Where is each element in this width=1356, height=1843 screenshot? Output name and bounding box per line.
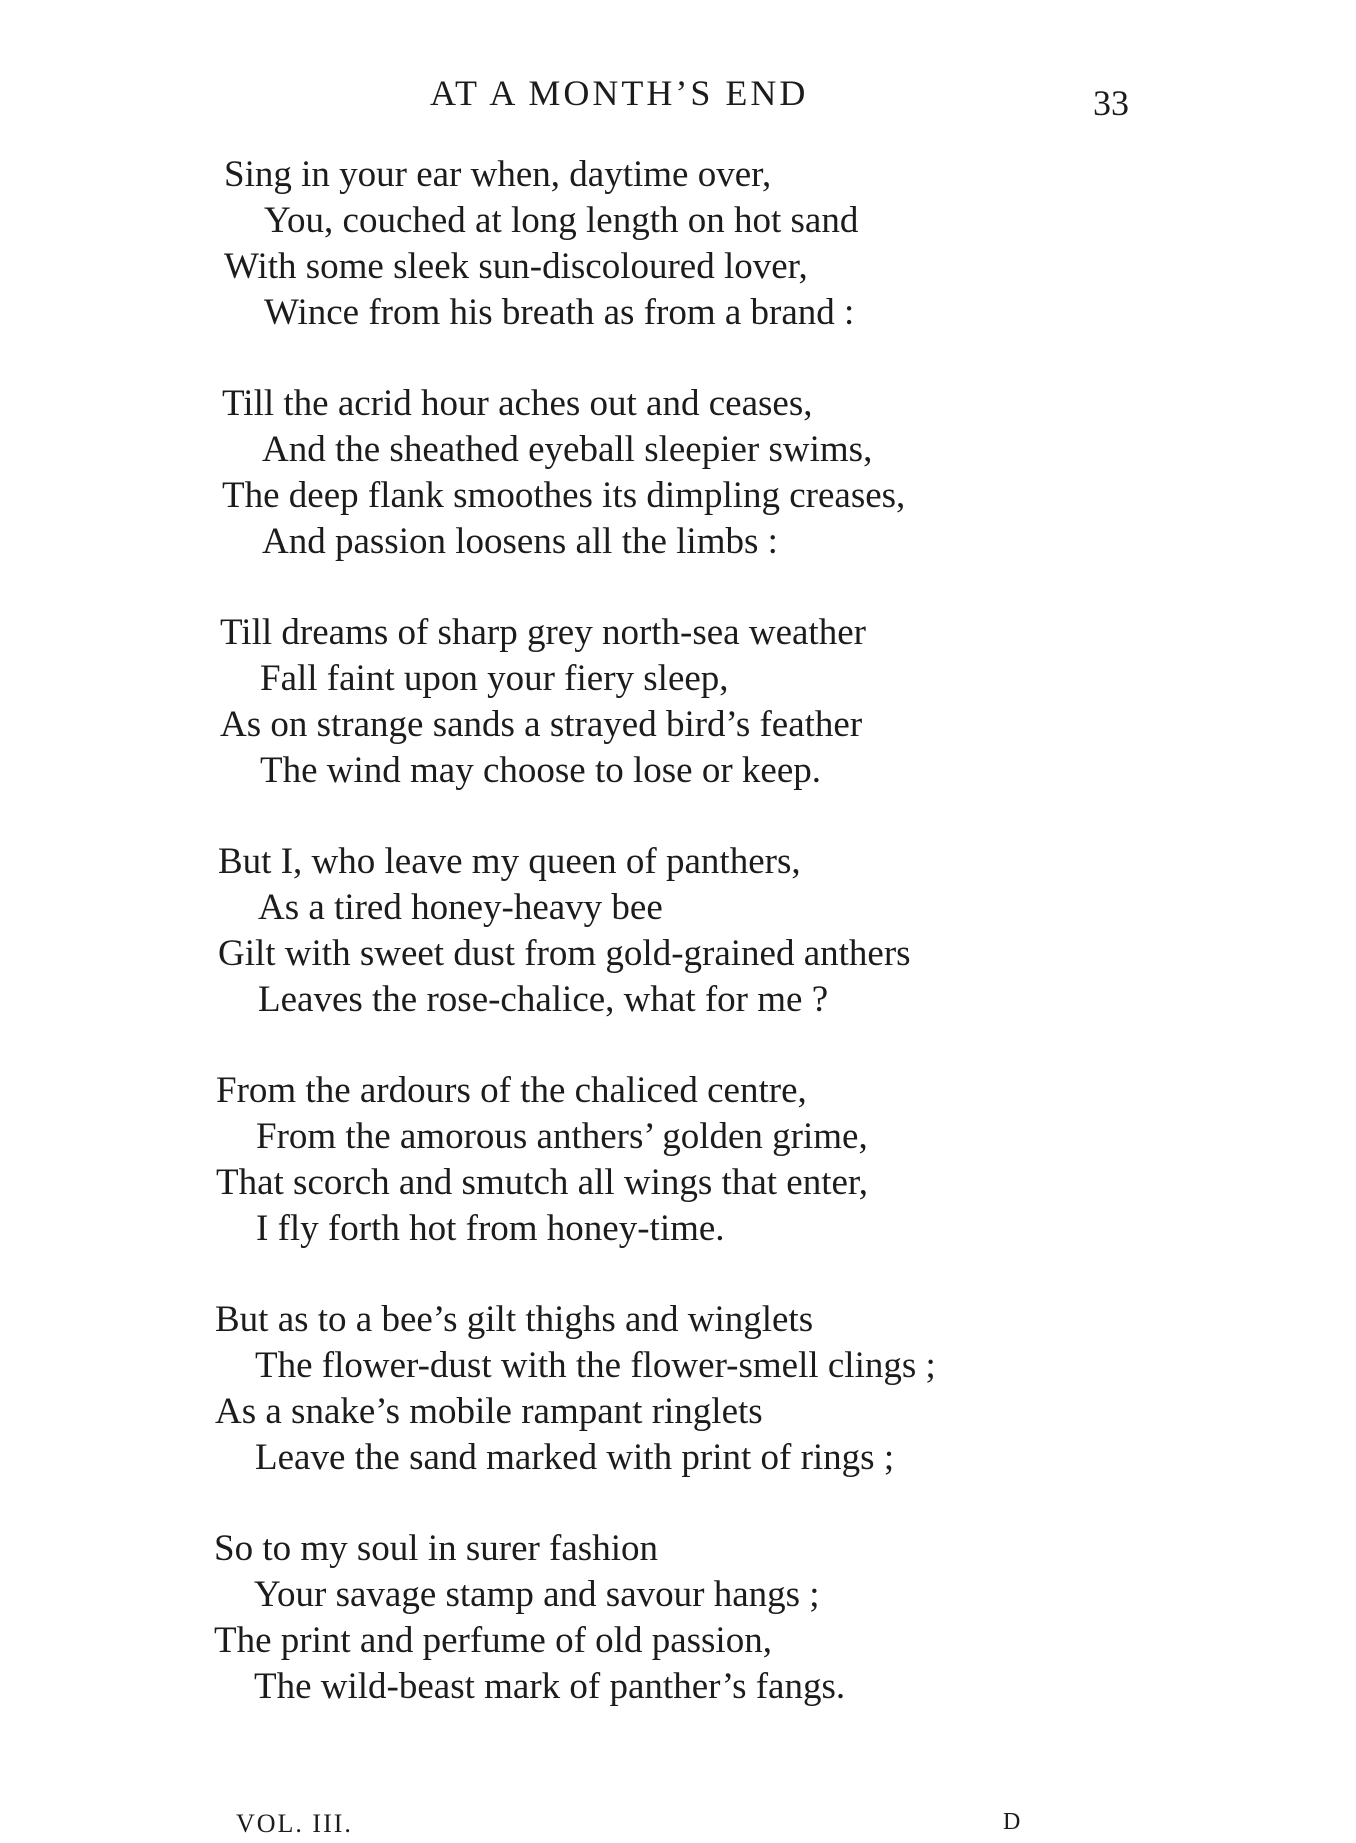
page-footer [0,1809,1356,1839]
poem-line: The wind may choose to lose or keep. [260,750,822,791]
poem-line: Sing in your ear when, daytime over, [224,154,772,195]
poem-line: But as to a bee’s gilt thighs and winglets [215,1299,814,1340]
poem-line: But I, who leave my queen of panthers, [218,841,801,882]
poem-line: So to my soul in surer fashion [214,1528,658,1569]
poem-line: I fly forth hot from honey-time. [256,1208,725,1249]
page-number: 33 [1093,83,1129,123]
stanza [218,839,1356,1023]
poem-line: As a snake’s mobile rampant ringlets [215,1391,763,1432]
poem-line: The flower-dust with the flower-smell clings ; [255,1345,936,1386]
signature-mark: D [1003,1809,1021,1835]
stanza [215,1297,1356,1481]
poem-line: That scorch and smutch all wings that enter, [216,1162,868,1203]
stanza [224,152,1356,336]
running-head [0,72,1356,122]
poem-line: And passion loosens all the limbs : [262,521,778,562]
poem-line: Till dreams of sharp grey north-sea weather [220,612,866,653]
poem-line: Leave the sand marked with print of rings ; [255,1437,895,1478]
stanza [214,1526,1356,1710]
poem-line: As a tired honey-heavy bee [258,887,663,928]
poem-line: Gilt with sweet dust from gold-grained anthers [218,933,911,974]
poem-line: The wild-beast mark of panther’s fangs. [254,1666,846,1707]
running-title: AT A MONTH’S END [430,73,809,113]
volume-label: VOL. III. [236,1809,353,1838]
poem-line: Leaves the rose-chalice, what for me ? [258,979,829,1020]
poem-line: The print and perfume of old passion, [214,1620,772,1661]
poem-line: From the ardours of the chaliced centre, [216,1070,807,1111]
poem-line: With some sleek sun-discoloured lover, [224,246,808,287]
poem-line: Your savage stamp and savour hangs ; [254,1574,820,1615]
poem-text [0,152,1356,1755]
poem-line: Till the acrid hour aches out and ceases, [222,383,813,424]
stanza [222,381,1356,565]
poem-line: From the amorous anthers’ golden grime, [256,1116,868,1157]
poem-line: The deep flank smoothes its dimpling creases, [222,475,906,516]
poem-line: As on strange sands a strayed bird’s feather [220,704,863,745]
poem-line: Fall faint upon your fiery sleep, [260,658,729,699]
stanza [216,1068,1356,1252]
poem-line: You, couched at long length on hot sand [264,200,859,241]
stanza [220,610,1356,794]
poem-line: Wince from his breath as from a brand : [264,292,855,333]
poem-line: And the sheathed eyeball sleepier swims, [262,429,873,470]
